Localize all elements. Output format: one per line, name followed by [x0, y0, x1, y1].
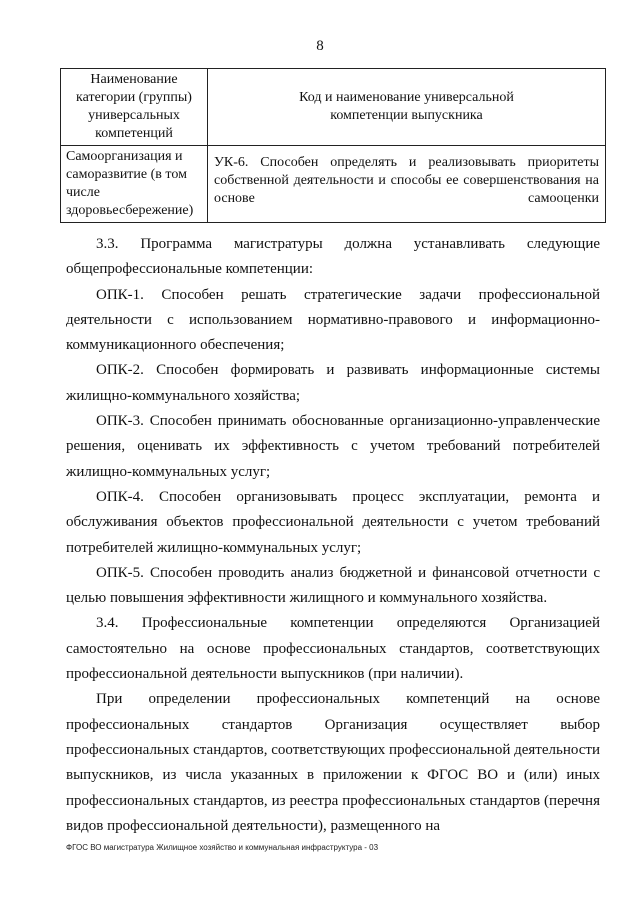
paragraph-opk-4: ОПК-4. Способен организовывать процесс эксплуатации, ремонта и обслуживания объектов профессиональной деятельности с учетом требований потребителей жилищно-коммунальных услуг;: [66, 488, 600, 556]
paragraph-3-3: 3.3. Программа магистратуры должна устанавливать следующие общепрофессиональные компетенции:: [66, 236, 600, 278]
header-category: Наименование категории (группы) универсальных компетенций: [61, 69, 208, 146]
paragraph-opk-2: ОПК-2. Способен формировать и развивать информационные системы жилищно-коммунального хозяйства;: [66, 362, 600, 404]
paragraph-opk-5: ОПК-5. Способен проводить анализ бюджетной и финансовой отчетности с целью повышения эффективности жилищного и коммунального хозяйства.: [66, 564, 600, 607]
paragraph-standards: При определении профессиональных компетенций на основе профессиональных стандартов Организация осуществляет выбор профессиональных стандартов, соответствующих профессиональной деятельности выпускников, из числа указанных в приложении к ФГОС ВО и (или) иных профессиональных стандартов, из реестра профессиональных стандартов (перечня видов профессиональной деятельности), размещенного на: [66, 691, 600, 834]
competencies-table: [60, 68, 606, 223]
page-number: 8: [316, 38, 324, 54]
paragraph-opk-1: ОПК-1. Способен решать стратегические задачи профессиональной деятельности с использованием нормативно-правового и информационно-коммуникационного обеспечения;: [66, 286, 600, 354]
header-code: [208, 69, 606, 146]
document-footer: ФГОС ВО магистратура Жилищное хозяйство и коммунальная инфраструктура - 03: [66, 843, 379, 852]
row-category: Самоорганизация и саморазвитие (в том числе здоровьесбережение): [61, 146, 208, 223]
document-body: [66, 232, 600, 839]
table-header-row: [61, 69, 606, 146]
table-row: [61, 146, 606, 223]
header-code-text: Код и наименование универсальной компетенции выпускника: [299, 90, 514, 123]
paragraph-3-4: 3.4. Профессиональные компетенции определяются Организацией самостоятельно на основе профессиональных стандартов, соответствующих профессиональной деятельности выпускников (при наличии).: [66, 615, 600, 683]
paragraph-opk-3: ОПК-3. Способен принимать обоснованные организационно-управленческие решения, оценивать их эффективность с учетом требований потребителей жилищно-коммунальных услуг;: [66, 413, 600, 480]
row-competence: УК-6. Способен определять и реализовывать приоритеты собственной деятельности и способы ее совершенствования на основе самооценки: [208, 146, 606, 223]
